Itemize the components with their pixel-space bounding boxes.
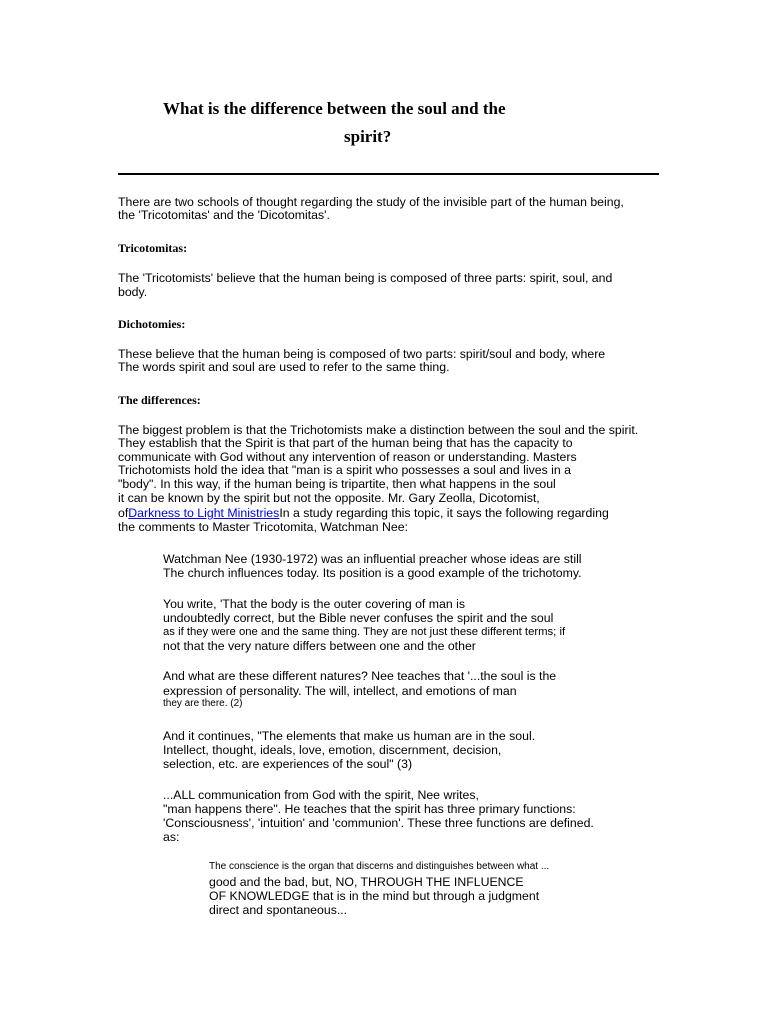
- tricotomitas-line2: body.: [118, 285, 148, 299]
- quote6-line1: The conscience is the organ that discerns and distinguishes between what ...: [209, 861, 550, 872]
- intro-line1: There are two schools of thought regarding the study of the invisible part of the human being,: [118, 195, 624, 209]
- page-title-line2: spirit?: [344, 127, 392, 146]
- differences-line: They establish that the Spirit is that part of the human being that has the capacity to: [118, 436, 573, 450]
- dichotomies-line2: The words spirit and soul are used to refer to the same thing.: [118, 360, 450, 374]
- page-title-line1: What is the difference between the soul and the: [163, 99, 506, 118]
- link-prefix: of: [118, 506, 129, 520]
- quote5-line4: as:: [163, 830, 180, 844]
- quote1-line2: The church influences today. Its position is a good example of the trichotomy.: [163, 566, 582, 580]
- title-divider: [118, 173, 659, 175]
- differences-line: communicate with God without any intervention of reason or understanding. Masters: [118, 450, 577, 464]
- quote2-line1: You write, 'That the body is the outer covering of man is: [163, 597, 465, 611]
- darkness-to-light-link[interactable]: Darkness to Light Ministries: [128, 506, 280, 520]
- quote4-line3: selection, etc. are experiences of the soul" (3): [163, 757, 413, 771]
- quote4-line1: And it continues, "The elements that make us human are in the soul.: [163, 729, 536, 743]
- quote6-line4: direct and spontaneous...: [209, 903, 348, 917]
- quote2-line4: not that the very nature differs between one and the other: [163, 639, 476, 653]
- quote2-line2: undoubtedly correct, but the Bible never confuses the spirit and the soul: [163, 611, 554, 625]
- quote5-line2: "man happens there". He teaches that the spirit has three primary functions:: [163, 802, 576, 816]
- dichotomies-line1: These believe that the human being is composed of two parts: spirit/soul and body, where: [118, 347, 606, 361]
- quote1-line1: Watchman Nee (1930-1972) was an influential preacher whose ideas are still: [163, 552, 582, 566]
- tricotomitas-line1: The 'Tricotomists' believe that the human being is composed of three parts: spirit, soul, and: [118, 271, 613, 285]
- quote3-line3: they are there. (2): [163, 698, 243, 709]
- differences-line: the comments to Master Tricotomita, Watchman Nee:: [118, 520, 408, 534]
- differences-line: The biggest problem is that the Trichotomists make a distinction between the soul and the spirit.: [118, 423, 639, 437]
- intro-line2: the 'Tricotomitas' and the 'Dicotomitas'.: [118, 208, 330, 222]
- quote6-line3: OF KNOWLEDGE that is in the mind but through a judgment: [209, 889, 540, 903]
- quote2-line3: as if they were one and the same thing. They are not just these different terms; if: [163, 626, 566, 638]
- heading-dichotomies: Dichotomies:: [118, 317, 186, 331]
- quote3-line1: And what are these different natures? Nee teaches that '...the soul is the: [163, 669, 557, 683]
- link-suffix: In a study regarding this topic, it says the following regarding: [279, 506, 609, 520]
- differences-line: Trichotomists hold the idea that "man is a spirit who possesses a soul and lives in a: [118, 463, 571, 477]
- differences-line: it can be known by the spirit but not the opposite. Mr. Gary Zeolla, Dicotomist,: [118, 491, 540, 505]
- differences-line: "body". In this way, if the human being is tripartite, then what happens in the soul: [118, 477, 556, 491]
- heading-differences: The differences:: [118, 393, 201, 407]
- quote5-line3: 'Consciousness', 'intuition' and 'communion'. These three functions are defined.: [163, 816, 594, 830]
- quote4-line2: Intellect, thought, ideals, love, emotion, discernment, decision,: [163, 743, 502, 757]
- differences-line-with-link: [118, 507, 678, 521]
- quote5-line1: ...ALL communication from God with the spirit, Nee writes,: [163, 788, 479, 802]
- quote6-line2: good and the bad, but, NO, THROUGH THE INFLUENCE: [209, 875, 524, 889]
- quote3-line2: expression of personality. The will, intellect, and emotions of man: [163, 684, 517, 698]
- heading-tricotomitas: Tricotomitas:: [118, 241, 188, 255]
